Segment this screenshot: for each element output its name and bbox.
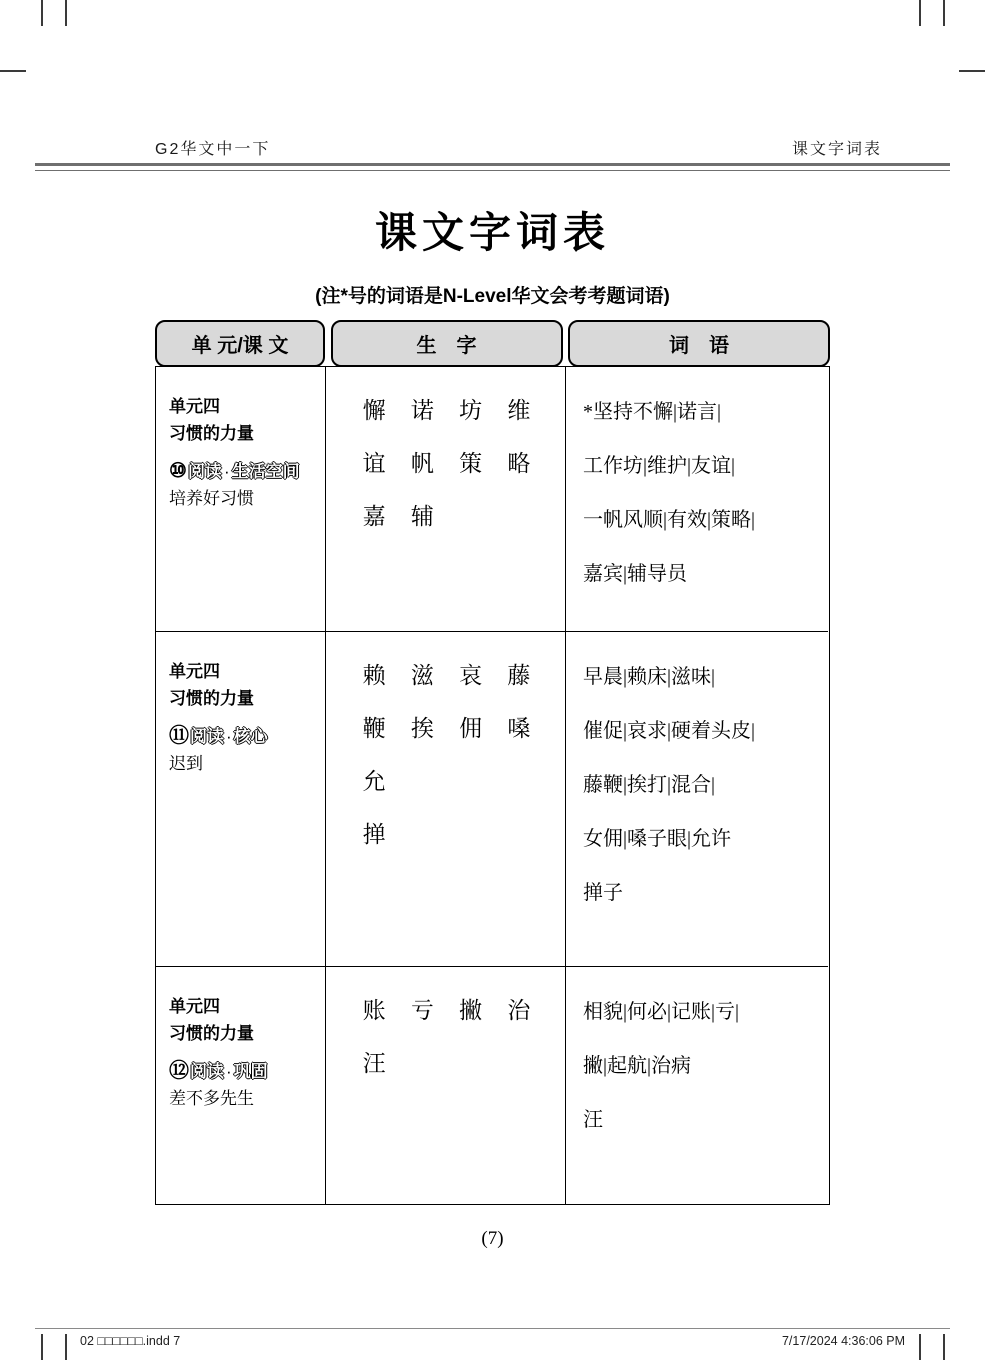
reading-label: 阅读 (190, 1062, 224, 1081)
unit-cell (156, 367, 326, 632)
word-line: 藤鞭|挨打|混合| (583, 774, 716, 796)
crop-mark (943, 1334, 945, 1360)
character-line (350, 450, 543, 477)
lesson-topic: 生活空间 (231, 462, 300, 481)
unit-name: 单元四 (169, 662, 220, 681)
character: 坊 (459, 397, 483, 423)
characters-cell (326, 967, 566, 1204)
lesson-line (169, 458, 317, 485)
lesson-number-badge: ⑪ (169, 725, 189, 747)
character: 嗓 (507, 715, 531, 741)
running-header-left: G2华文中一下 (155, 141, 271, 158)
lesson-separator: · (226, 1062, 232, 1081)
word-line: 工作坊|维护|友谊| (583, 455, 736, 477)
character-line (350, 715, 543, 742)
unit-name: 单元四 (169, 997, 220, 1016)
header-rule-thin (35, 170, 950, 171)
word-line: 催促|哀求|硬着头皮| (583, 720, 756, 742)
word-line: 相貌|何必|记账|亏| (583, 1001, 740, 1023)
unit-theme: 习惯的力量 (169, 424, 254, 443)
crop-mark (919, 0, 921, 26)
word-line: 汪 (583, 1109, 603, 1131)
character: 诺 (410, 397, 434, 423)
table-header-words: 词 语 (568, 320, 830, 367)
word-line: 掸子 (583, 882, 623, 904)
bottom-rule (35, 1328, 950, 1329)
character-line (350, 821, 543, 848)
character-line (350, 503, 543, 530)
unit-name: 单元四 (169, 397, 220, 416)
crop-mark (943, 0, 945, 26)
print-filename: 02 □□□□□□.indd 7 (80, 1334, 181, 1348)
print-timestamp: 7/17/2024 4:36:06 PM (781, 1334, 905, 1348)
character-line (350, 662, 543, 689)
character: 谊 (362, 450, 386, 476)
crop-mark (41, 0, 43, 26)
word-line: 撇|起航|治病 (583, 1055, 692, 1077)
character: 嘉 (362, 503, 386, 529)
unit-cell (156, 967, 326, 1204)
table-header-row (155, 320, 830, 367)
crop-mark (959, 70, 985, 72)
lesson-topic: 核心 (233, 727, 268, 746)
table-row (156, 967, 829, 1204)
unit-theme: 习惯的力量 (169, 1024, 254, 1043)
character: 掸 (362, 821, 386, 847)
page-number: (7) (481, 1228, 504, 1249)
page-subtitle: (注*号的词语是N-Level华文会考考题词语) (315, 286, 670, 307)
character: 撇 (459, 997, 483, 1023)
lesson-line (169, 723, 317, 750)
word-line: 一帆风顺|有效|策略| (583, 509, 756, 531)
reading-label: 阅读 (190, 727, 224, 746)
character: 滋 (410, 662, 434, 688)
lesson-topic: 巩固 (233, 1062, 268, 1081)
lesson-line (169, 1058, 317, 1085)
word-line: *坚持不懈|诺言| (583, 401, 722, 423)
character: 治 (507, 997, 531, 1023)
table-header-characters: 生 字 (331, 320, 563, 367)
character: 哀 (459, 662, 483, 688)
table-header-unit: 单 元/课 文 (155, 320, 325, 367)
header-rule-thick (35, 163, 950, 166)
character: 允 (362, 768, 386, 794)
lesson-title: 差不多先生 (169, 1089, 254, 1108)
words-cell (566, 967, 828, 1204)
character: 策 (459, 450, 483, 476)
unit-cell (156, 632, 326, 967)
character-line (350, 397, 543, 424)
character: 赖 (362, 662, 386, 688)
crop-mark (65, 1334, 67, 1360)
character: 懈 (362, 397, 386, 423)
unit-theme: 习惯的力量 (169, 689, 254, 708)
lesson-separator: · (226, 727, 232, 746)
vocab-table (155, 366, 830, 1205)
characters-cell (326, 367, 566, 632)
lesson-separator: · (223, 462, 230, 481)
lesson-title: 培养好习惯 (169, 489, 254, 508)
crop-mark (65, 0, 67, 26)
character: 亏 (410, 997, 434, 1023)
character: 佣 (459, 715, 483, 741)
word-line: 女佣|嗓子眼|允许 (583, 828, 732, 850)
page-title: 课文字词表 (374, 209, 610, 256)
words-cell (566, 367, 828, 632)
word-line: 早晨|赖床|滋味| (583, 666, 716, 688)
character-line (350, 768, 543, 795)
crop-mark (0, 70, 26, 72)
character: 鞭 (362, 715, 386, 741)
crop-mark (919, 1334, 921, 1360)
character: 账 (362, 997, 386, 1023)
table-row (156, 632, 829, 967)
character: 汪 (362, 1050, 386, 1076)
character: 挨 (410, 715, 434, 741)
character-line (350, 1050, 543, 1077)
crop-mark (41, 1334, 43, 1360)
character: 辅 (410, 503, 434, 529)
character: 帆 (410, 450, 434, 476)
lesson-title: 迟到 (169, 754, 203, 773)
character: 略 (507, 450, 531, 476)
character: 维 (507, 397, 531, 423)
words-cell (566, 632, 828, 967)
character: 藤 (507, 662, 531, 688)
running-header-right: 课文字词表 (791, 141, 882, 158)
table-row (156, 367, 829, 632)
lesson-number-badge: ⑫ (169, 1060, 189, 1082)
reading-label: 阅读 (187, 462, 222, 481)
lesson-number-badge: ⑩ (169, 460, 187, 482)
characters-cell (326, 632, 566, 967)
word-line: 嘉宾|辅导员 (583, 563, 688, 585)
character-line (350, 997, 543, 1024)
